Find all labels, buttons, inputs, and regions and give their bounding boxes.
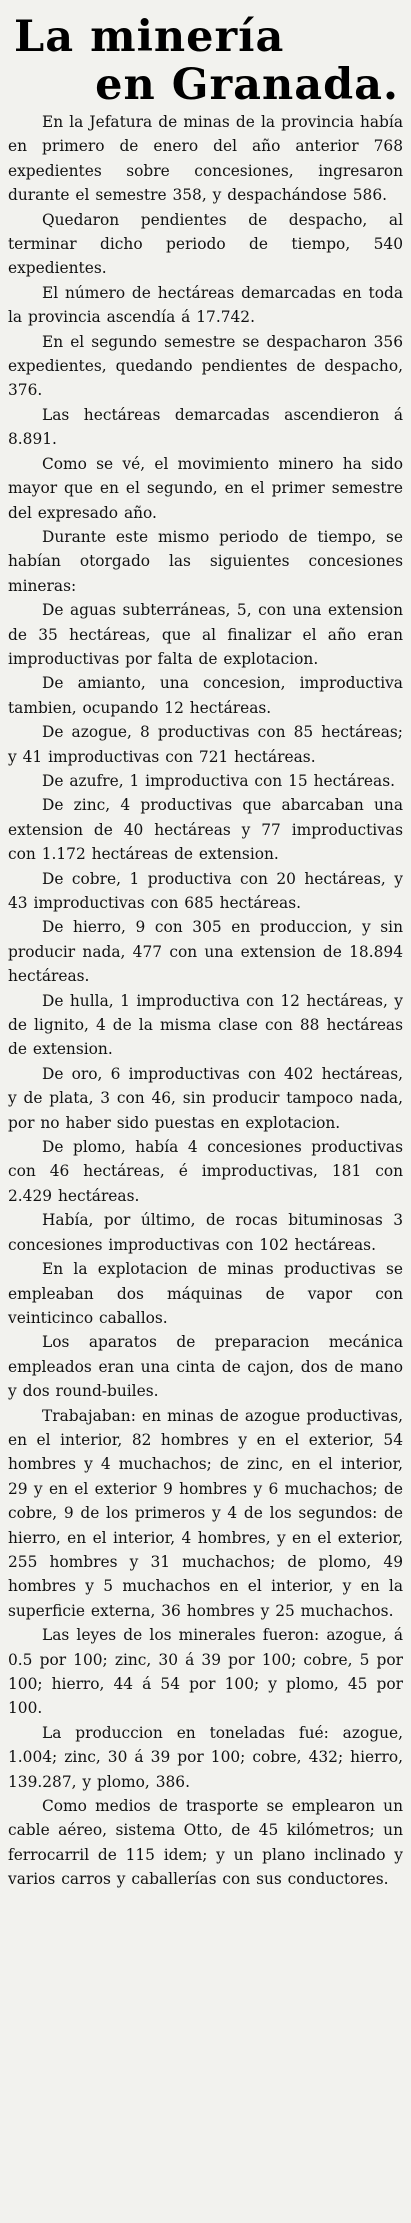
paragraph-14: De hierro, 9 con 305 en produccion, y sin producir nada, 477 con una extension de 18.894 hectáreas. <box>8 918 403 986</box>
paragraph-24: Como medios de trasporte se emplearon un cable aéreo, sistema Otto, de 45 kilómetros; un ferrocarril de 115 idem; y un plano inclinado y varios carros y caballerías con sus conductores. <box>8 1797 403 1889</box>
paragraph-5: Las hectáreas demarcadas ascendieron á 8.891. <box>8 405 403 449</box>
paragraph-17: De plomo, había 4 concesiones productivas con 46 hectáreas, é improductivas, 181 con 2.429 hectáreas. <box>8 1138 403 1205</box>
paragraph-1: En la Jefatura de minas de la provincia había en primero de enero del año anterior 768 expedientes sobre concesiones, ingresaron durante el semestre 358, y despachándose 586. <box>8 113 403 205</box>
paragraph-4: En el segundo semestre se despacharon 356 expedientes, quedando pendientes de despacho, 376. <box>8 332 403 400</box>
paragraph-20: Los aparatos de preparacion mecánica empleados eran una cinta de cajon, dos de mano y dos round-builes. <box>8 1333 403 1401</box>
title-line-2: en Granada. <box>95 60 399 110</box>
title-line-1: La minería <box>14 12 285 62</box>
paragraph-23: La produccion en toneladas fué: azogue, 1.004; zinc, 30 á 39 por 100; cobre, 432; hierro, 139.287, y plomo, 386. <box>8 1723 403 1791</box>
paragraph-2: Quedaron pendientes de despacho, al terminar dicho periodo de tiempo, 540 expedientes. <box>8 210 403 278</box>
paragraph-6: Como se vé, el movimiento minero ha sido mayor que en el segundo, en el primer semestre del expresado año. <box>8 454 403 522</box>
paragraph-18: Había, por último, de rocas bituminosas 3 concesiones improductivas con 102 hectáreas. <box>8 1211 403 1254</box>
paragraph-11: De azufre, 1 improductiva con 15 hectáreas. <box>42 771 396 790</box>
paragraph-7: Durante este mismo periodo de tiempo, se habían otorgado las siguientes concesiones mineras: <box>8 527 403 595</box>
paragraph-10: De azogue, 8 productivas con 85 hectáreas; y 41 improductivas con 721 hectáreas. <box>8 723 403 766</box>
article-body <box>8 110 403 1892</box>
paragraph-19: En la explotacion de minas productivas se empleaban dos máquinas de vapor con veinticinco caballos. <box>8 1260 403 1327</box>
paragraph-22: Las leyes de los minerales fueron: azogue, á 0.5 por 100; zinc, 30 á 39 por 100; cobre, 5 por 100; hierro, 44 á 54 por 100; y plomo, 45 por 100. <box>8 1626 403 1718</box>
paragraph-9: De amianto, una concesion, improductiva tambien, ocupando 12 hectáreas. <box>8 674 403 717</box>
paragraph-8: De aguas subterráneas, 5, con una extension de 35 hectáreas, que al finalizar el año eran improductivas por falta de explotacion. <box>8 601 403 668</box>
paragraph-13: De cobre, 1 productiva con 20 hectáreas, y 43 improductivas con 685 hectáreas. <box>8 869 403 912</box>
paragraph-16: De oro, 6 improductivas con 402 hectáreas, y de plata, 3 con 46, sin producir tampoco nada, por no haber sido puestas en explotacion. <box>8 1064 403 1132</box>
paragraph-12: De zinc, 4 productivas que abarcaban una extension de 40 hectáreas y 77 improductivas con 1.172 hectáreas de extension. <box>8 796 403 864</box>
paragraph-21: Trabajaban: en minas de azogue productivas, en el interior, 82 hombres y en el exterior, 54 hombres y 4 muchachos; de zinc, en el interior, 29 y en el exterior 9 hombres y 6 muchachos; de cobre, 9 de los primeros y 4 de los segundos: de hierro, en el interior, 4 hombres, y en el exterior, 255 hombres y 31 muchachos; de plomo, 49 hombres y 5 muchachos en el interior, y en la superficie externa, 36 hombres y 25 muchachos. <box>8 1406 403 1620</box>
article-title <box>8 6 403 110</box>
paragraph-15: De hulla, 1 improductiva con 12 hectáreas, y de lignito, 4 de la misma clase con 88 hectáreas de extension. <box>8 991 403 1059</box>
paragraph-3: El número de hectáreas demarcadas en toda la provincia ascendía á 17.742. <box>8 283 403 327</box>
